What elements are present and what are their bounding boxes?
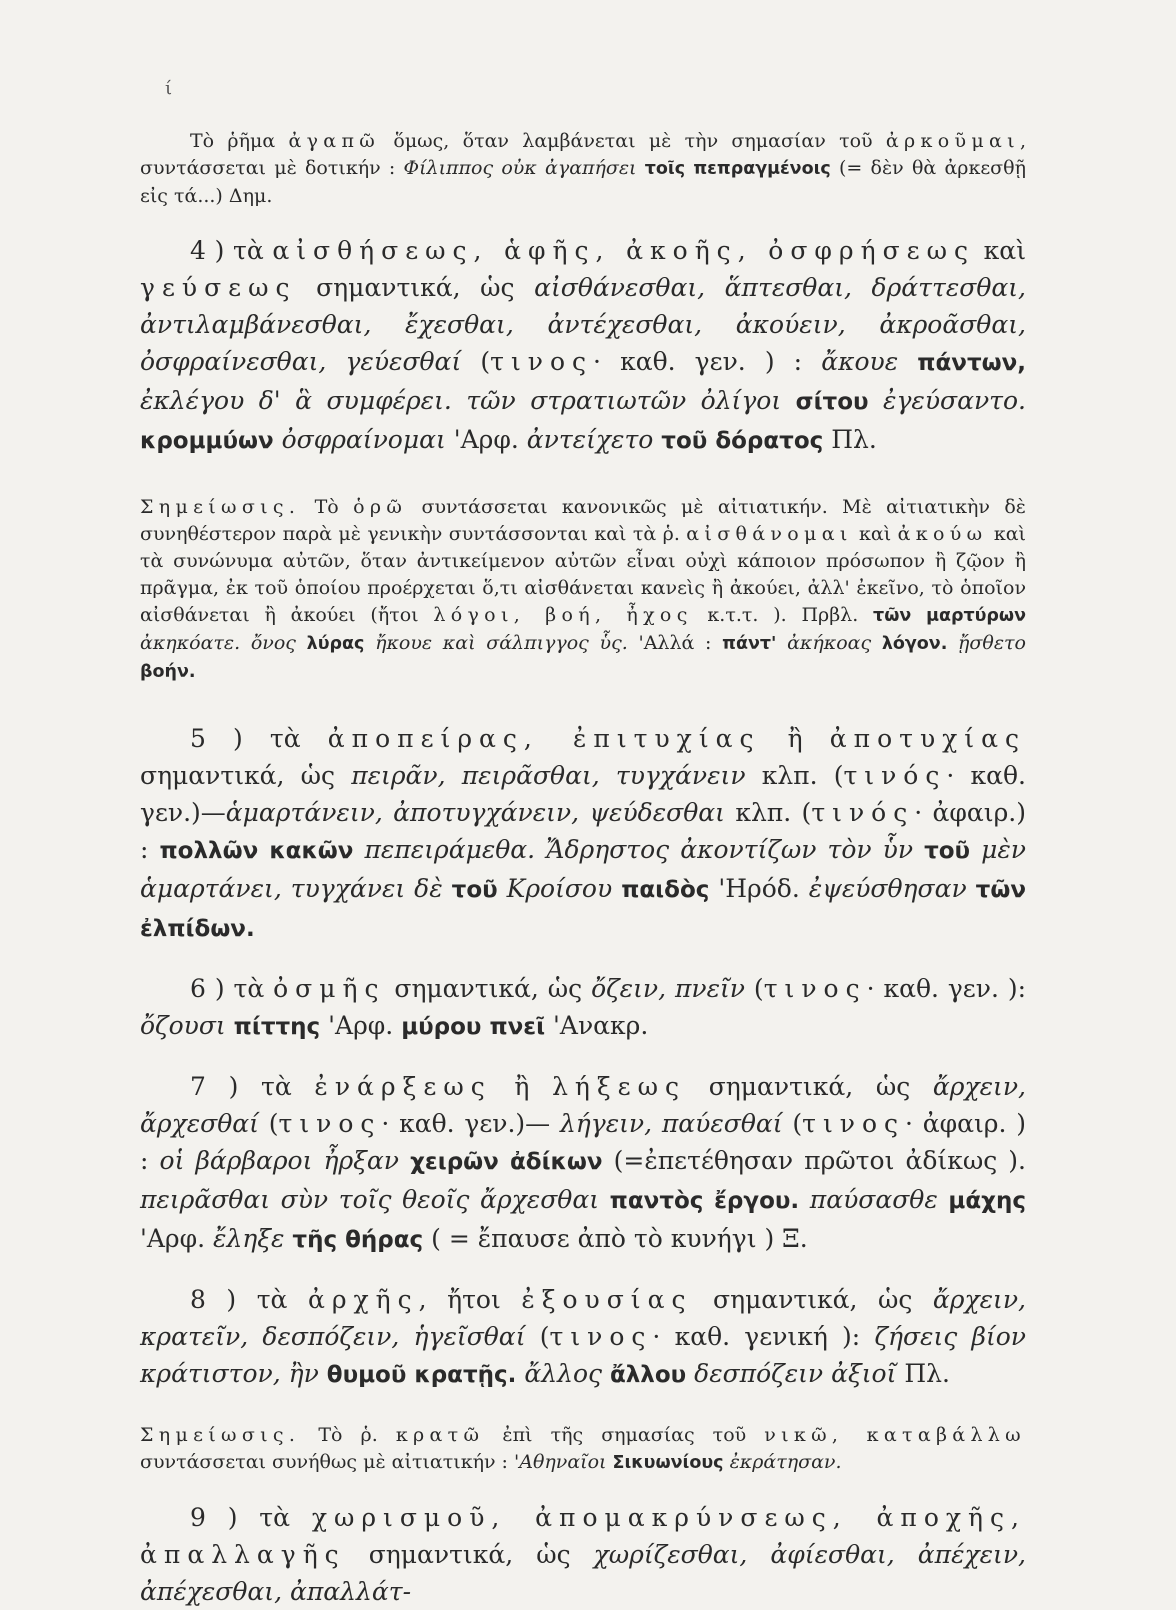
text-run: τινος	[278, 1109, 382, 1138]
text-run: πάντ'	[722, 634, 777, 654]
text-run: ἄρχειν, κρατεῖν, δεσπόζειν, ἡγεῖσθαί	[140, 1285, 1026, 1351]
paragraph-item-5	[140, 720, 1026, 948]
text-run: κρατῶ	[395, 1424, 485, 1446]
text-run: τινός	[811, 798, 915, 827]
text-run: Τὸ	[300, 496, 354, 518]
text-run: τῶν ἐλπίδων.	[140, 877, 1027, 942]
text-run: 'Αρφ.	[140, 1224, 214, 1253]
text-run: ὄζουσι	[140, 1011, 234, 1040]
text-run: μύρου πνεῖ	[401, 1014, 546, 1040]
text-run: ἄρχειν, ἄρχεσθαί	[140, 1072, 1026, 1138]
text-run: ἢ	[491, 1072, 553, 1101]
text-run: τῆς θήρας	[292, 1227, 424, 1253]
text-run: 6 ) τὰ	[190, 974, 274, 1003]
page-mark: ί	[165, 78, 173, 99]
text-run: ζήσεις βίον κράτιστον, ἢν	[140, 1322, 1027, 1388]
text-run: μάχης	[948, 1188, 1026, 1214]
paragraph-item-4	[140, 232, 1026, 460]
text-run: 'Αθηναῖοι	[514, 1451, 613, 1473]
text-run: σημαντικά, ὡς	[692, 1285, 933, 1314]
text-run: ἐνάρξεως	[314, 1072, 492, 1101]
text-run: χειρῶν ἀδίκων	[410, 1149, 603, 1175]
text-run: ἐκλέγου δ' ἃ συμφέρει. τῶν στρατιωτῶν ὀλίγοι	[140, 386, 796, 415]
text-run: θυμοῦ κρατῇς.	[326, 1362, 517, 1388]
text-run: ἐπὶ τῆς σημασίας τοῦ	[484, 1424, 765, 1446]
text-run: καὶ	[852, 523, 898, 545]
text-run: 'Ηρόδ.	[709, 874, 809, 903]
text-run: πίττης	[233, 1014, 321, 1040]
text-run: ( = ἔπαυσε ἀπὸ τὸ κυνήγι ) Ξ.	[423, 1224, 808, 1253]
paragraph-item-7	[140, 1068, 1026, 1259]
text-run: ἀποπείρας, ἐπιτυχίας	[327, 724, 761, 753]
text-run: Τὸ ῥ.	[300, 1424, 396, 1446]
text-run: τοῦ	[451, 877, 498, 903]
text-run: ἀποτυχίας	[829, 724, 1026, 753]
text-run: 4 ) τὰ	[190, 236, 273, 265]
text-run: ἄλλου	[609, 1362, 687, 1388]
text-run: (	[461, 347, 491, 376]
text-run: · ἀφαιρ.) :	[140, 798, 1026, 864]
text-run: (=ἐπετέθησαν πρῶτοι ἀδίκως ).	[602, 1146, 1026, 1175]
text-run: 'Ανακρ.	[545, 1011, 649, 1040]
text-run: ἀκηκόατε. ὄνος	[140, 632, 307, 654]
text-run: 9 ) τὰ	[190, 1503, 312, 1532]
text-run: καὶ τὰ συνώνυμα αὐτῶν, ὅταν ἀντικείμενον αὐτῶν εἶναι οὐχὶ κάποιον πρόσωπον ἢ ζῷον ἢ πρᾶγμα, ἐκ τοῦ ὁποίου προέρχεται ὅ,τι αἰσθάνεται κανεὶς ἢ ἀκούει, ἀλλ' ἐκεῖνο, τὸ ὁποῖον αἰσθάνεται ἢ ἀκούει (ἤτοι	[140, 523, 1026, 626]
text-run: δεσπόζειν ἀξιοῖ	[686, 1359, 905, 1388]
text-run: αἰσθήσεως, ἁφῆς, ἀκοῆς, ὀσφρήσεως	[272, 236, 976, 265]
text-run: σημαντικά, ὡς	[385, 974, 592, 1003]
text-run: κλπ. (	[724, 798, 812, 827]
paragraph-p1	[140, 128, 1026, 210]
text-run: πολλῶν κακῶν	[159, 838, 354, 864]
text-run: λήξεως	[552, 1072, 687, 1101]
paragraph-item-8	[140, 1281, 1026, 1394]
text-run: ἀντείχετο	[526, 425, 662, 454]
text-run: Κροίσου	[497, 874, 622, 903]
text-run: γεύσεως	[140, 273, 297, 302]
text-run: 8 ) τὰ	[190, 1285, 308, 1314]
text-run: παύσασθε	[799, 1185, 949, 1214]
text-run: τῶν μαρτύρων	[873, 606, 1026, 626]
text-run: ἤκουε καὶ σάλπιγγος ὗς.	[364, 632, 628, 654]
paragraph-item-6	[140, 970, 1026, 1046]
text-run: πάντων,	[917, 350, 1027, 376]
text-run: τοῖς πεπραγμένοις	[644, 159, 831, 179]
text-run: τοῦ δόρατος	[661, 428, 824, 454]
text-run: λόγοι, βοή, ἦχος	[433, 604, 693, 626]
text-run: μὲν ἁμαρτάνει, τυγχάνει δὲ	[140, 835, 1026, 903]
text-run: ἐψεύσθησαν	[808, 874, 976, 903]
text-run: ἢ	[760, 724, 830, 753]
text-run: συντάσσεται συνήθως μὲ αἰτιατικήν :	[140, 1451, 514, 1473]
text-run: τινος	[763, 974, 867, 1003]
text-run: αἰσθάνομαι	[686, 523, 853, 545]
text-run: Σημείωσις.	[140, 496, 301, 518]
text-run: ἀκήκοας	[776, 632, 882, 654]
text-run: καὶ	[975, 236, 1026, 265]
text-run: ὁρῶ	[353, 496, 408, 518]
text-run: ὀσφραίνομαι	[273, 425, 454, 454]
text-run: πεπειράμεθα. Ἄδρηστος ἀκοντίζων τὸν ὗν	[353, 835, 925, 864]
text-run: σημαντικά, ὡς	[345, 1540, 594, 1569]
text-run: βοήν.	[140, 662, 196, 682]
text-run: , συντάσσεται μὲ δοτικήν :	[140, 130, 1026, 179]
text-run: , ἤτοι	[418, 1285, 522, 1314]
text-run: · καθ. γεν.)—	[140, 761, 1026, 827]
text-run: λύρας	[306, 634, 365, 654]
text-run: ἀρκοῦμαι	[885, 130, 1020, 152]
text-run: τινος	[549, 1322, 653, 1351]
text-run: κρομμύων	[140, 428, 274, 454]
text-run: οἱ βάρβαροι ἦρξαν	[159, 1146, 411, 1175]
text-run: σημαντικά, ὡς	[686, 1072, 933, 1101]
text-run: χωρίζεσθαι, ἀφίεσθαι, ἀπέχειν, ἀπέχεσθαι, ἀπαλλάτ-	[140, 1540, 1027, 1606]
text-run: (= δὲν θὰ ἀρκεσθῇ εἰς τά...) Δημ.	[140, 157, 1026, 207]
paragraph-note-1	[140, 494, 1026, 686]
text-run: αἰσθάνεσθαι, ἅπτεσθαι, δράττεσθαι, ἀντιλαμβάνεσθαι, ἔχεσθαι, ἀντέχεσθαι, ἀκούειν, ἀκροᾶσθαι, ὀσφραίνεσθαι, γεύεσθαί	[140, 273, 1027, 376]
text-run: παιδὸς	[621, 877, 710, 903]
text-run: ᾔσθετο	[947, 632, 1026, 654]
text-run: πειρᾶσθαι σὺν τοῖς θεοῖς ἄρχεσθαι	[140, 1185, 610, 1214]
text-run: ὄζειν, πνεῖν	[591, 974, 746, 1003]
text-run: σίτου	[795, 389, 869, 415]
text-run: συντάσσεται κανονικῶς μὲ αἰτιατικήν. Μὲ αἰτιατικὴν δὲ συνηθέστερον παρὰ μὲ γενικὴν συντάσσονται καὶ τὰ ῥ.	[140, 496, 1026, 545]
text-run: παντὸς ἔργου.	[609, 1188, 800, 1214]
text-run: · καθ. γενική ):	[652, 1322, 875, 1351]
text-run: ἀκούω	[897, 523, 988, 545]
text-run: 7 ) τὰ	[190, 1072, 315, 1101]
text-run: ἁμαρτάνειν, ἀποτυγχάνειν, ψεύδεσθαι	[225, 798, 725, 827]
text-run: 'Αρφ.	[453, 425, 527, 454]
paragraph-item-9	[140, 1499, 1026, 1610]
text-run: 5 ) τὰ	[190, 724, 328, 753]
text-run: ἀγαπῶ	[288, 130, 381, 152]
text-run: Φίλιππος οὐκ ἀγαπήσει	[403, 157, 645, 179]
paragraph-note-2	[140, 1422, 1026, 1477]
text-run: ὀσμῆς	[273, 974, 386, 1003]
text-run: τοῦ	[924, 838, 971, 864]
text-run: · καθ. γεν.)—	[381, 1109, 560, 1138]
text-run: κλπ. (	[745, 761, 844, 790]
text-run: (	[782, 1109, 803, 1138]
text-run: ὅμως, ὅταν λαμβάνεται μὲ τὴν σημασίαν τοῦ	[380, 130, 886, 152]
text-run: ἐξουσίας	[521, 1285, 693, 1314]
text-run: (	[525, 1322, 550, 1351]
text-run: ἐγεύσαντο.	[868, 386, 1026, 415]
text-run: Σικυωνίους	[612, 1453, 724, 1473]
text-run: ἔληξε	[213, 1224, 293, 1253]
text-run: κ.τ.τ. ). Πρβλ.	[692, 604, 874, 626]
text-run: Τὸ ῥῆμα	[190, 130, 289, 152]
text-run: (	[258, 1109, 279, 1138]
text-run: τινος	[802, 1109, 906, 1138]
text-run: ἄλλος	[516, 1359, 610, 1388]
text-run: ἀρχῆς	[307, 1285, 419, 1314]
text-run: πειρᾶν, πειρᾶσθαι, τυγχάνειν	[351, 761, 746, 790]
text-run: 'Αλλά :	[627, 632, 723, 654]
text-run: Πλ.	[823, 425, 877, 454]
text-run: · καθ. γεν. ):	[866, 974, 1026, 1003]
text-run: χωρισμοῦ, ἀπομακρύνσεως, ἀποχῆς, ἀπαλλαγῆς	[140, 1503, 1026, 1569]
text-run: ἐκράτησαν.	[723, 1451, 842, 1473]
text-run: νικῶ, καταβάλλω	[764, 1424, 1026, 1446]
text-run: (	[745, 974, 764, 1003]
text-run: λήγειν, παύεσθαί	[559, 1109, 783, 1138]
text-run: · ἀφαιρ. ) :	[140, 1109, 1026, 1175]
text-run: ἄκουε	[821, 347, 918, 376]
text-run: 'Αρφ.	[320, 1011, 402, 1040]
page-text	[140, 128, 1026, 1610]
text-run: σημαντικά, ὡς	[296, 273, 535, 302]
text-run: τινος	[490, 347, 594, 376]
text-run: τινός	[843, 761, 947, 790]
text-run: · καθ. γεν. ) :	[593, 347, 822, 376]
text-run: σημαντικά, ὡς	[140, 761, 352, 790]
text-run: λόγον.	[881, 634, 948, 654]
text-run: Σημείωσις.	[140, 1424, 301, 1446]
text-run: Πλ.	[904, 1359, 950, 1388]
